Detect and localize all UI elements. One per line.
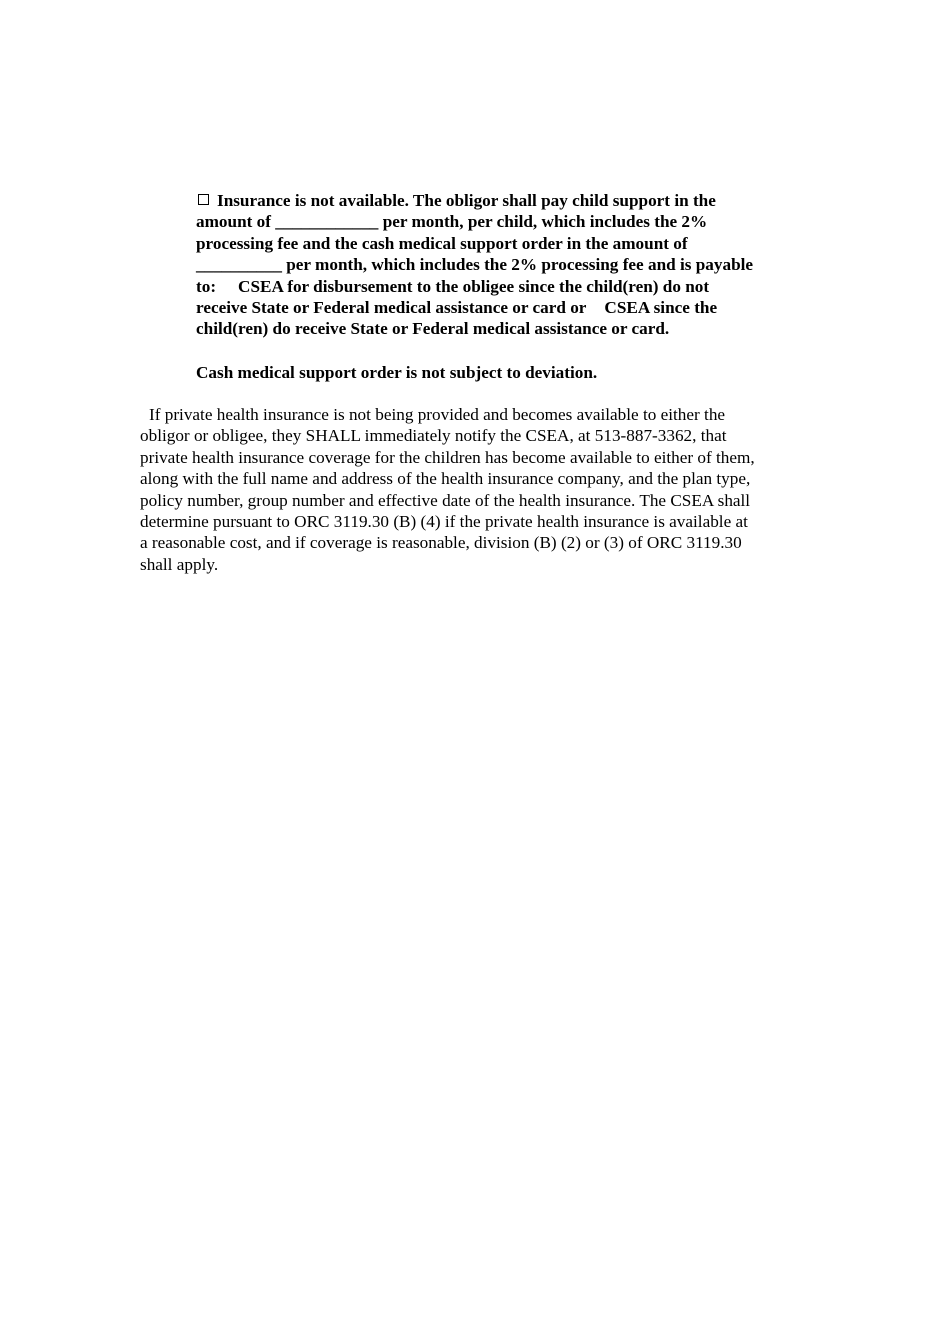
empty-checkbox-icon[interactable] — [198, 194, 209, 205]
option-text: per month, per child, which includes the 2% — [382, 212, 708, 232]
insurance-not-available-option — [196, 190, 808, 340]
support-amount-blank: ____________ — [275, 212, 379, 232]
paragraph-line: obligor or obligee, they SHALL immediately notify the CSEA, at 513-887-3362, that — [140, 426, 727, 446]
deviation-note: Cash medical support order is not subject to deviation. — [196, 363, 598, 382]
paragraph-line: private health insurance coverage for the children has become available to either of them, — [140, 447, 755, 467]
option-line-3 — [196, 233, 808, 254]
paragraph-line: shall apply. — [140, 554, 219, 574]
option-line-7 — [196, 318, 808, 339]
paragraph-line: policy number, group number and effective date of the health insurance. The CSEA shall — [140, 490, 751, 510]
paragraph-line: If private health insurance is not being provided and becomes available to either the — [149, 405, 726, 424]
option-line-5 — [196, 276, 808, 297]
paragraph-line: determine pursuant to ORC 3119.30 (B) (4) if the private health insurance is available at — [140, 512, 748, 532]
option-text: to: — [196, 276, 217, 296]
option-text: child(ren) do receive State or Federal medical assistance or card. — [196, 319, 670, 339]
option-line-1 — [196, 190, 808, 211]
option-text: Insurance is not available. The obligor shall pay child support in the — [217, 191, 716, 210]
paragraph-line: a reasonable cost, and if coverage is reasonable, division (B) (2) or (3) of ORC 3119.30 — [140, 533, 742, 553]
option-line-6 — [196, 297, 808, 318]
option-line-4 — [196, 254, 808, 275]
option-text: receive State or Federal medical assistance or card or — [196, 298, 587, 318]
option-text: CSEA since the — [604, 298, 718, 318]
option-text: per month, which includes the 2% processing fee and is payable — [286, 255, 754, 275]
medical-amount-blank: __________ — [196, 255, 282, 275]
option-text: amount of — [196, 212, 271, 232]
paragraph-line: along with the full name and address of the health insurance company, and the plan type, — [140, 469, 751, 489]
option-text: CSEA for disbursement to the obligee since the child(ren) do not — [238, 276, 710, 296]
option-text: processing fee and the cash medical support order in the amount of — [196, 233, 688, 253]
option-line-2 — [196, 211, 808, 232]
private-insurance-paragraph — [140, 404, 810, 575]
